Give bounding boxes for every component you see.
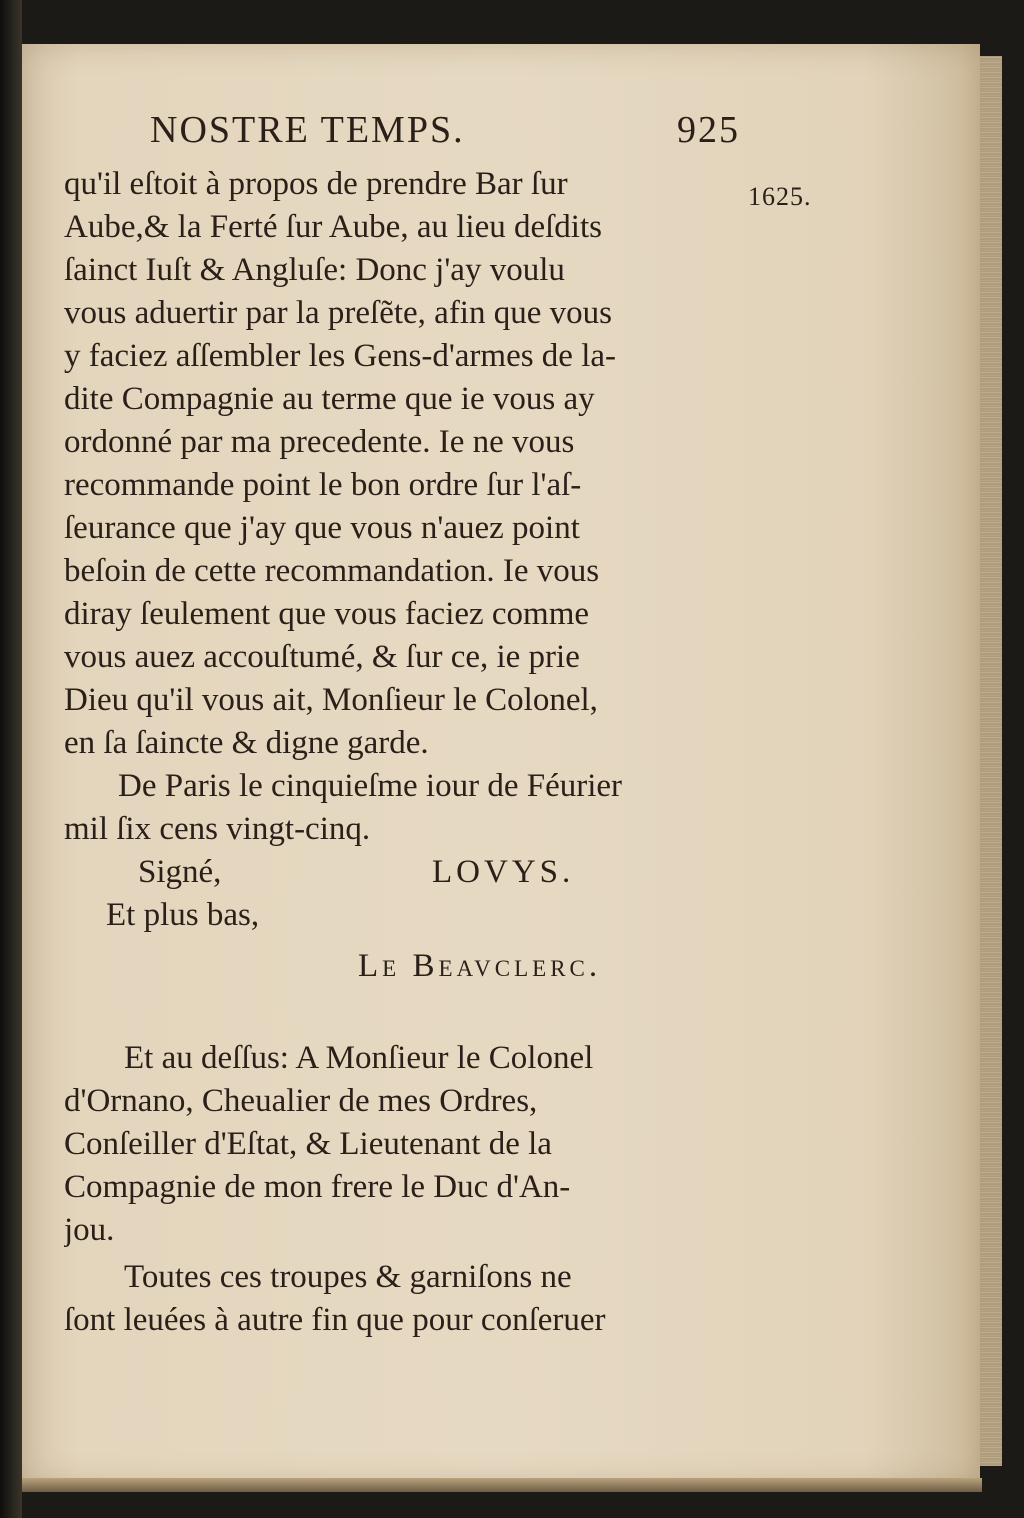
countersign-name: Le Beavclerc. xyxy=(358,948,602,984)
text-line: diray ſeulement que vous faciez comme xyxy=(64,596,590,632)
running-title: NOSTRE TEMPS. xyxy=(150,109,465,151)
text-line: ſeurance que j'ay que vous n'auez point xyxy=(64,510,580,546)
address-line: Et au deſſus: A Monſieur le Colonel xyxy=(124,1040,594,1076)
text-line: qu'il eſtoit à propos de prendre Bar ſur xyxy=(64,166,568,202)
book-spine xyxy=(0,0,22,1518)
text-line: beſoin de cette recommandation. Ie vous xyxy=(64,553,600,589)
signature-label: Signé, xyxy=(138,854,222,890)
text-line: ſont leuées à autre fin que pour conſeruer xyxy=(64,1302,606,1338)
countersign-label: Et plus bas, xyxy=(106,897,260,933)
text-line: Toutes ces troupes & garniſons ne xyxy=(124,1259,572,1295)
text-line: y faciez aſſembler les Gens-d'armes de la- xyxy=(64,338,617,374)
text-line: ſainct Iuſt & Angluſe: Donc j'ay voulu xyxy=(64,252,565,288)
text-line: Aube,& la Ferté ſur Aube, au lieu deſdits xyxy=(64,209,602,245)
text-line: Dieu qu'il vous ait, Monſieur le Colonel, xyxy=(64,682,598,718)
address-line: Conſeiller d'Eſtat, & Lieutenant de la xyxy=(64,1126,552,1162)
date-line: mil ſix cens vingt-cinq. xyxy=(64,811,371,847)
page-bottom-edge xyxy=(22,1478,982,1492)
text-line: vous auez accouſtumé, & ſur ce, ie prie xyxy=(64,639,580,675)
address-line: d'Ornano, Cheualier de mes Ordres, xyxy=(64,1083,538,1119)
address-line: jou. xyxy=(64,1212,115,1248)
text-line: dite Compagnie au terme que ie vous ay xyxy=(64,381,595,417)
date-line: De Paris le cinquieſme iour de Féurier xyxy=(118,768,623,804)
address-line: Compagnie de mon frere le Duc d'An- xyxy=(64,1169,571,1205)
text-line: en ſa ſaincte & digne garde. xyxy=(64,725,429,761)
text-line: recommande point le bon ordre ſur l'aſ- xyxy=(64,467,582,503)
page-header xyxy=(150,108,740,158)
signature-name: LOVYS. xyxy=(432,854,575,890)
page-number: 925 xyxy=(677,109,740,151)
margin-note-year: 1625. xyxy=(748,182,812,211)
text-line: vous aduertir par la preſẽte, afin que vous xyxy=(64,295,612,331)
text-line: ordonné par ma precedente. Ie ne vous xyxy=(64,424,575,460)
